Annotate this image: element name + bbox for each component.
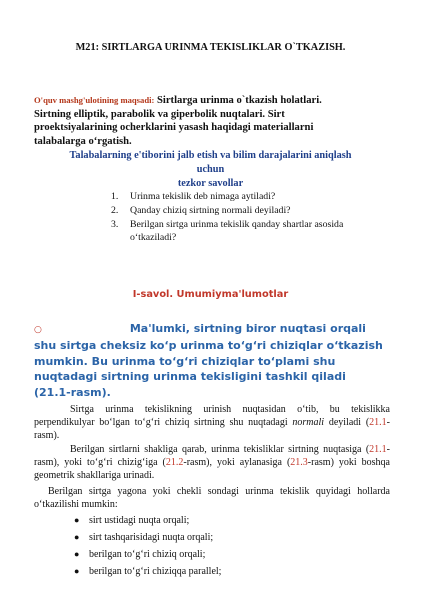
figure-reference: 21.3 [290, 457, 308, 469]
paragraph-text: Berilgan sirtlarni shakliga qarab, urinma tekisliklar sirtning nuqtasiga ( [70, 444, 370, 455]
engage-heading-line2: uchun [196, 164, 225, 175]
circle-bullet-icon: ○ [34, 325, 42, 335]
question-item [111, 205, 391, 218]
bullet-icon: ● [74, 566, 80, 576]
question-number: 3. [111, 219, 119, 230]
engage-heading-line1: Talabalarning e'tiborini jalb etish va bilim darajalarini aniqlash [69, 150, 352, 161]
goal-line3: proektsiyalarining ocherklarini yasash haqidagi materiallarni [34, 122, 314, 134]
goal-label: O'quv mashg'ulotining maqsadi: [34, 95, 155, 105]
question-item [111, 191, 391, 204]
question-number: 2. [111, 205, 119, 216]
goal-line2: Sirtning elliptik, parabolik va giperbolik nuqtalari. Sirt [34, 108, 285, 120]
goal-line4: talabalarga o‘rgatish. [34, 135, 132, 147]
list-item-text: berilgan to‘g‘ri chiziqqa parallel; [89, 566, 222, 577]
paragraph-text: -rasm), yoki aylanasiga ( [183, 457, 291, 469]
bullet-icon: ● [74, 549, 80, 559]
list-item-text: berilgan to‘g‘ri chiziq orqali; [89, 549, 206, 560]
italic-term: normali [292, 417, 325, 429]
paragraph-text: -rasm), yoki to‘g‘ri chizig‘iga ( [34, 444, 390, 469]
figure-reference: 21.1 [369, 444, 387, 455]
paragraph-text: deyiladi ( [328, 417, 370, 429]
question-text: Urinma tekislik deb nimaga aytiladi? [130, 191, 276, 202]
paragraph-normal [34, 403, 390, 443]
list-item-text: sirt ustidagi nuqta orqali; [89, 515, 190, 526]
section-heading: I-savol. Umumiyma'lumotlar [132, 289, 289, 300]
paragraph-cases: Berilgan sirtga yagona yoki chekli sondagi urinma tekislik quyidagi hollarda o‘tkazilishi mumkin: [34, 486, 390, 511]
question-item [111, 219, 391, 244]
paragraph-shapes [34, 443, 390, 483]
question-number: 1. [111, 191, 119, 202]
list-item [74, 531, 394, 544]
lead-paragraph [34, 321, 384, 400]
goal-line1: Sirtlarga urinma o`tkazish holatlari. [157, 95, 322, 106]
list-item-text: sirt tashqarisidagi nuqta orqali; [89, 532, 214, 543]
bullet-icon: ● [74, 515, 80, 525]
list-item [74, 565, 394, 578]
question-text: Berilgan sirtga urinma tekislik qanday shartlar asosida o‘tkaziladi? [130, 219, 344, 243]
lesson-goal [34, 94, 390, 148]
page-title: M21: SIRTLARGA URINMA TEKISLIKLAR O`TKAZISH. [75, 42, 346, 53]
paragraph-text: -rasm). [34, 417, 391, 442]
paragraph-text: -rasm) yoki boshqa geometrik shakllariga urinadi. [34, 457, 390, 482]
lead-text: Ma'lumki, sirtning biror nuqtasi orqali shu sirtga cheksiz ko‘p urinma to‘g‘ri chiziqlar o‘tkazish mumkin. Bu urinma to‘g‘ri chiziqlar to‘plami shu nuqtadagi sirtning urinma tekisligini tashkil qiladi (21.1-rasm). [34, 322, 383, 399]
list-item [74, 548, 394, 561]
question-text: Qanday chiziq sirtning normali deyiladi? [130, 205, 291, 216]
paragraph-text: Sirtga urinma tekislikning urinish nuqtasidan o‘tib, bu tekislikka perpendikulyar bo‘lgan to‘g‘ri chiziq sirtning shu nuqtadagi [34, 404, 390, 429]
figure-reference: 21.1 [369, 417, 387, 429]
figure-reference: 21.2 [165, 457, 184, 469]
engage-heading-line3: tezkor savollar [177, 178, 244, 189]
list-item [74, 514, 394, 527]
bullet-icon: ● [74, 532, 80, 542]
